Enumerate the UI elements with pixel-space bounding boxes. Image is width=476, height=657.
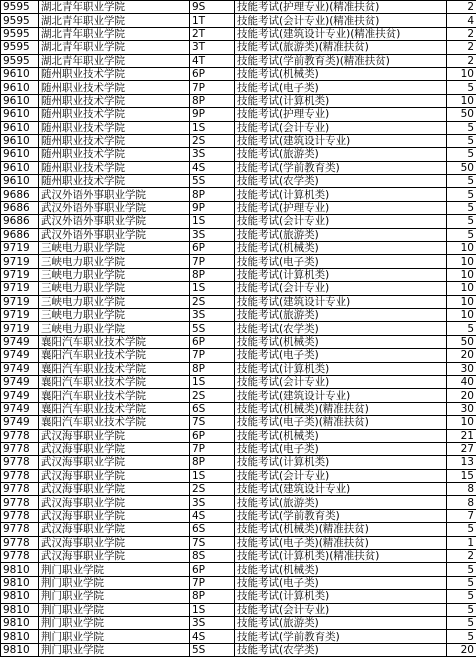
school-name-cell: 襄阳汽车职业技术学院 xyxy=(39,335,190,348)
plan-count-cell: 20 xyxy=(447,389,476,402)
school-code-cell: 9778 xyxy=(1,496,39,509)
table-row xyxy=(1,295,476,308)
school-code-cell: 9686 xyxy=(1,228,39,241)
school-name-cell: 随州职业技术学院 xyxy=(39,148,190,161)
table-row xyxy=(1,389,476,402)
school-code-cell: 9686 xyxy=(1,215,39,228)
major-name-cell: 技能考试(建筑设计专业) xyxy=(235,483,447,496)
plan-count-cell: 5 xyxy=(447,590,476,603)
major-code-cell: 1S xyxy=(190,603,235,616)
major-name-cell: 技能考试(建筑设计专业)(精准扶贫) xyxy=(235,27,447,40)
plan-count-cell: 10 xyxy=(447,242,476,255)
school-name-cell: 三峡电力职业学院 xyxy=(39,295,190,308)
school-code-cell: 9778 xyxy=(1,442,39,455)
major-code-cell: 3T xyxy=(190,41,235,54)
table-row xyxy=(1,456,476,469)
major-name-cell: 技能考试(电子类) xyxy=(235,576,447,589)
school-name-cell: 武汉外语外事职业学院 xyxy=(39,215,190,228)
table-row xyxy=(1,616,476,629)
school-code-cell: 9686 xyxy=(1,188,39,201)
school-code-cell: 9610 xyxy=(1,148,39,161)
school-name-cell: 武汉海事职业学院 xyxy=(39,429,190,442)
table-row xyxy=(1,54,476,67)
major-code-cell: 6P xyxy=(190,563,235,576)
plan-count-cell: 5 xyxy=(447,148,476,161)
school-name-cell: 湖北青年职业学院 xyxy=(39,27,190,40)
school-code-cell: 9595 xyxy=(1,1,39,14)
major-name-cell: 技能考试(电子类) xyxy=(235,81,447,94)
major-name-cell: 技能考试(电子类)(精准扶贫) xyxy=(235,416,447,429)
major-name-cell: 技能考试(护理专业) xyxy=(235,201,447,214)
school-name-cell: 三峡电力职业学院 xyxy=(39,242,190,255)
major-code-cell: 1T xyxy=(190,14,235,27)
school-code-cell: 9778 xyxy=(1,509,39,522)
school-name-cell: 武汉外语外事职业学院 xyxy=(39,201,190,214)
plan-count-cell: 5 xyxy=(447,563,476,576)
plan-count-cell: 40 xyxy=(447,375,476,388)
school-code-cell: 9610 xyxy=(1,108,39,121)
school-code-cell: 9749 xyxy=(1,402,39,415)
major-code-cell: 6P xyxy=(190,429,235,442)
major-name-cell: 技能考试(会计专业)(精准扶贫) xyxy=(235,14,447,27)
major-name-cell: 技能考试(学前教育类) xyxy=(235,161,447,174)
plan-count-cell: 5 xyxy=(447,134,476,147)
plan-count-cell: 5 xyxy=(447,121,476,134)
table-row xyxy=(1,483,476,496)
major-code-cell: 7P xyxy=(190,81,235,94)
school-code-cell: 9595 xyxy=(1,41,39,54)
plan-count-cell: 8 xyxy=(447,483,476,496)
school-name-cell: 襄阳汽车职业技术学院 xyxy=(39,416,190,429)
plan-count-cell: 20 xyxy=(447,643,476,656)
major-code-cell: 3S xyxy=(190,308,235,321)
school-name-cell: 随州职业技术学院 xyxy=(39,175,190,188)
plan-count-cell: 27 xyxy=(447,442,476,455)
school-code-cell: 9610 xyxy=(1,94,39,107)
major-name-cell: 技能考试(电子类) xyxy=(235,255,447,268)
plan-count-cell: 2 xyxy=(447,550,476,563)
table-row xyxy=(1,175,476,188)
plan-count-cell: 5 xyxy=(447,322,476,335)
school-name-cell: 荆门职业学院 xyxy=(39,590,190,603)
school-code-cell: 9719 xyxy=(1,255,39,268)
major-code-cell: 7P xyxy=(190,255,235,268)
table-row xyxy=(1,416,476,429)
plan-count-cell: 8 xyxy=(447,496,476,509)
table-row xyxy=(1,442,476,455)
major-name-cell: 技能考试(会计专业) xyxy=(235,375,447,388)
plan-count-cell: 5 xyxy=(447,616,476,629)
plan-count-cell: 10 xyxy=(447,255,476,268)
major-code-cell: 9P xyxy=(190,201,235,214)
major-name-cell: 技能考试(学前教育类)(精准扶贫) xyxy=(235,54,447,67)
major-name-cell: 技能考试(计算机类) xyxy=(235,362,447,375)
table-row xyxy=(1,94,476,107)
plan-count-cell: 13 xyxy=(447,456,476,469)
major-code-cell: 2S xyxy=(190,483,235,496)
school-name-cell: 湖北青年职业学院 xyxy=(39,14,190,27)
school-name-cell: 荆门职业学院 xyxy=(39,603,190,616)
school-code-cell: 9610 xyxy=(1,81,39,94)
school-name-cell: 三峡电力职业学院 xyxy=(39,255,190,268)
school-code-cell: 9749 xyxy=(1,389,39,402)
major-code-cell: 8P xyxy=(190,94,235,107)
major-code-cell: 6S xyxy=(190,402,235,415)
school-name-cell: 襄阳汽车职业技术学院 xyxy=(39,349,190,362)
table-row xyxy=(1,81,476,94)
school-name-cell: 武汉海事职业学院 xyxy=(39,536,190,549)
school-code-cell: 9749 xyxy=(1,349,39,362)
school-name-cell: 随州职业技术学院 xyxy=(39,134,190,147)
school-name-cell: 武汉海事职业学院 xyxy=(39,523,190,536)
major-name-cell: 技能考试(机械类) xyxy=(235,335,447,348)
major-code-cell: 4S xyxy=(190,509,235,522)
school-code-cell: 9719 xyxy=(1,268,39,281)
school-name-cell: 三峡电力职业学院 xyxy=(39,282,190,295)
school-code-cell: 9749 xyxy=(1,335,39,348)
table-row xyxy=(1,161,476,174)
table-row xyxy=(1,335,476,348)
school-code-cell: 9810 xyxy=(1,630,39,643)
plan-count-cell: 1 xyxy=(447,536,476,549)
table-row xyxy=(1,121,476,134)
school-name-cell: 襄阳汽车职业技术学院 xyxy=(39,362,190,375)
major-code-cell: 3S xyxy=(190,616,235,629)
table-row xyxy=(1,362,476,375)
major-name-cell: 技能考试(机械类) xyxy=(235,563,447,576)
major-code-cell: 7P xyxy=(190,349,235,362)
plan-count-cell: 10 xyxy=(447,94,476,107)
major-name-cell: 技能考试(电子类)(精准扶贫) xyxy=(235,536,447,549)
major-name-cell: 技能考试(电子类) xyxy=(235,442,447,455)
school-code-cell: 9810 xyxy=(1,563,39,576)
table-row xyxy=(1,523,476,536)
school-code-cell: 9749 xyxy=(1,375,39,388)
plan-count-cell: 2 xyxy=(447,41,476,54)
plan-count-cell: 5 xyxy=(447,523,476,536)
school-name-cell: 武汉海事职业学院 xyxy=(39,509,190,522)
major-name-cell: 技能考试(机械类) xyxy=(235,67,447,80)
major-code-cell: 2S xyxy=(190,134,235,147)
major-name-cell: 技能考试(会计专业) xyxy=(235,215,447,228)
table-row xyxy=(1,67,476,80)
major-name-cell: 技能考试(护理专业) xyxy=(235,108,447,121)
major-code-cell: 8S xyxy=(190,550,235,563)
school-code-cell: 9595 xyxy=(1,14,39,27)
school-name-cell: 随州职业技术学院 xyxy=(39,121,190,134)
school-name-cell: 随州职业技术学院 xyxy=(39,161,190,174)
major-name-cell: 技能考试(会计专业) xyxy=(235,603,447,616)
major-code-cell: 1S xyxy=(190,469,235,482)
table-row xyxy=(1,563,476,576)
major-name-cell: 技能考试(建筑设计专业) xyxy=(235,389,447,402)
major-code-cell: 6P xyxy=(190,67,235,80)
major-code-cell: 6P xyxy=(190,242,235,255)
major-code-cell: 6S xyxy=(190,523,235,536)
major-name-cell: 技能考试(建筑设计专业) xyxy=(235,295,447,308)
major-code-cell: 3S xyxy=(190,148,235,161)
school-code-cell: 9778 xyxy=(1,456,39,469)
major-code-cell: 9P xyxy=(190,108,235,121)
major-name-cell: 技能考试(农学类) xyxy=(235,643,447,656)
school-code-cell: 9778 xyxy=(1,429,39,442)
major-code-cell: 5S xyxy=(190,322,235,335)
major-code-cell: 7P xyxy=(190,576,235,589)
school-code-cell: 9595 xyxy=(1,27,39,40)
plan-count-cell: 20 xyxy=(447,349,476,362)
table-row xyxy=(1,188,476,201)
school-code-cell: 9610 xyxy=(1,175,39,188)
table-row xyxy=(1,469,476,482)
major-name-cell: 技能考试(电子类) xyxy=(235,349,447,362)
table-row xyxy=(1,576,476,589)
plan-count-cell: 5 xyxy=(447,603,476,616)
major-code-cell: 5S xyxy=(190,175,235,188)
school-name-cell: 襄阳汽车职业技术学院 xyxy=(39,402,190,415)
school-code-cell: 9610 xyxy=(1,67,39,80)
plan-count-cell: 5 xyxy=(447,228,476,241)
table-row xyxy=(1,268,476,281)
major-code-cell: 4T xyxy=(190,54,235,67)
school-code-cell: 9719 xyxy=(1,322,39,335)
school-code-cell: 9610 xyxy=(1,121,39,134)
school-name-cell: 三峡电力职业学院 xyxy=(39,308,190,321)
major-code-cell: 8P xyxy=(190,590,235,603)
school-code-cell: 9810 xyxy=(1,590,39,603)
major-code-cell: 1S xyxy=(190,282,235,295)
plan-count-cell: 15 xyxy=(447,469,476,482)
major-name-cell: 技能考试(机械类)(精准扶贫) xyxy=(235,523,447,536)
major-code-cell: 1S xyxy=(190,375,235,388)
major-name-cell: 技能考试(旅游类) xyxy=(235,308,447,321)
table-row xyxy=(1,496,476,509)
school-name-cell: 湖北青年职业学院 xyxy=(39,41,190,54)
major-name-cell: 技能考试(计算机类) xyxy=(235,94,447,107)
major-name-cell: 技能考试(计算机类) xyxy=(235,456,447,469)
school-name-cell: 荆门职业学院 xyxy=(39,643,190,656)
table-row xyxy=(1,242,476,255)
school-name-cell: 武汉海事职业学院 xyxy=(39,456,190,469)
plan-count-cell: 10 xyxy=(447,295,476,308)
plan-count-cell: 50 xyxy=(447,335,476,348)
table-row xyxy=(1,14,476,27)
major-name-cell: 技能考试(计算机类) xyxy=(235,188,447,201)
school-name-cell: 湖北青年职业学院 xyxy=(39,1,190,14)
major-code-cell: 6P xyxy=(190,335,235,348)
school-code-cell: 9810 xyxy=(1,643,39,656)
major-code-cell: 5S xyxy=(190,643,235,656)
plan-count-cell: 2 xyxy=(447,54,476,67)
major-code-cell: 2S xyxy=(190,389,235,402)
school-code-cell: 9749 xyxy=(1,416,39,429)
table-row xyxy=(1,148,476,161)
school-code-cell: 9719 xyxy=(1,308,39,321)
school-code-cell: 9719 xyxy=(1,295,39,308)
school-name-cell: 荆门职业学院 xyxy=(39,563,190,576)
school-code-cell: 9778 xyxy=(1,550,39,563)
major-name-cell: 技能考试(机械类)(精准扶贫) xyxy=(235,402,447,415)
table-row xyxy=(1,108,476,121)
table-body xyxy=(1,1,476,657)
school-code-cell: 9610 xyxy=(1,134,39,147)
school-name-cell: 荆门职业学院 xyxy=(39,616,190,629)
plan-count-cell: 5 xyxy=(447,630,476,643)
school-name-cell: 随州职业技术学院 xyxy=(39,108,190,121)
school-name-cell: 湖北青年职业学院 xyxy=(39,54,190,67)
table-row xyxy=(1,375,476,388)
major-code-cell: 1S xyxy=(190,121,235,134)
school-name-cell: 襄阳汽车职业技术学院 xyxy=(39,375,190,388)
school-name-cell: 武汉外语外事职业学院 xyxy=(39,228,190,241)
school-code-cell: 9778 xyxy=(1,523,39,536)
major-code-cell: 3S xyxy=(190,496,235,509)
major-name-cell: 技能考试(机械类) xyxy=(235,242,447,255)
plan-count-cell: 10 xyxy=(447,308,476,321)
table-row xyxy=(1,1,476,14)
school-code-cell: 9810 xyxy=(1,616,39,629)
school-name-cell: 武汉海事职业学院 xyxy=(39,496,190,509)
school-code-cell: 9686 xyxy=(1,201,39,214)
major-name-cell: 技能考试(旅游类) xyxy=(235,228,447,241)
major-name-cell: 技能考试(学前教育类) xyxy=(235,509,447,522)
major-code-cell: 7S xyxy=(190,536,235,549)
table-row xyxy=(1,509,476,522)
school-name-cell: 武汉海事职业学院 xyxy=(39,442,190,455)
table-row xyxy=(1,603,476,616)
table-row xyxy=(1,550,476,563)
school-name-cell: 随州职业技术学院 xyxy=(39,67,190,80)
table-row xyxy=(1,27,476,40)
school-code-cell: 9595 xyxy=(1,54,39,67)
school-code-cell: 9610 xyxy=(1,161,39,174)
major-code-cell: 3S xyxy=(190,228,235,241)
major-code-cell: 7S xyxy=(190,416,235,429)
major-code-cell: 2T xyxy=(190,27,235,40)
major-name-cell: 技能考试(护理专业)(精准扶贫) xyxy=(235,1,447,14)
major-code-cell: 4S xyxy=(190,161,235,174)
major-name-cell: 技能考试(旅游类) xyxy=(235,616,447,629)
school-name-cell: 荆门职业学院 xyxy=(39,630,190,643)
table-row xyxy=(1,630,476,643)
table-row xyxy=(1,41,476,54)
major-name-cell: 技能考试(会计专业) xyxy=(235,469,447,482)
school-name-cell: 襄阳汽车职业技术学院 xyxy=(39,389,190,402)
table-row xyxy=(1,228,476,241)
school-code-cell: 9778 xyxy=(1,469,39,482)
plan-count-cell: 30 xyxy=(447,362,476,375)
school-code-cell: 9778 xyxy=(1,536,39,549)
school-name-cell: 三峡电力职业学院 xyxy=(39,268,190,281)
school-name-cell: 随州职业技术学院 xyxy=(39,94,190,107)
table-row xyxy=(1,402,476,415)
major-name-cell: 技能考试(会计专业) xyxy=(235,282,447,295)
plan-count-cell: 5 xyxy=(447,188,476,201)
plan-count-cell: 4 xyxy=(447,14,476,27)
plan-count-cell: 50 xyxy=(447,108,476,121)
school-name-cell: 随州职业技术学院 xyxy=(39,81,190,94)
school-code-cell: 9810 xyxy=(1,603,39,616)
table-row xyxy=(1,429,476,442)
table-row xyxy=(1,308,476,321)
table-row xyxy=(1,349,476,362)
major-code-cell: 4S xyxy=(190,630,235,643)
major-name-cell: 技能考试(计算机类) xyxy=(235,268,447,281)
major-name-cell: 技能考试(旅游类) xyxy=(235,148,447,161)
plan-count-cell: 21 xyxy=(447,429,476,442)
major-code-cell: 8P xyxy=(190,456,235,469)
plan-count-cell: 7 xyxy=(447,509,476,522)
major-name-cell: 技能考试(旅游类) xyxy=(235,496,447,509)
school-code-cell: 9778 xyxy=(1,483,39,496)
table-row xyxy=(1,282,476,295)
major-code-cell: 9S xyxy=(190,1,235,14)
major-code-cell: 1S xyxy=(190,215,235,228)
table-row xyxy=(1,590,476,603)
table-row xyxy=(1,201,476,214)
plan-count-cell: 10 xyxy=(447,416,476,429)
school-code-cell: 9719 xyxy=(1,242,39,255)
plan-count-cell: 10 xyxy=(447,67,476,80)
major-name-cell: 技能考试(建筑设计专业) xyxy=(235,134,447,147)
table-row xyxy=(1,643,476,656)
major-code-cell: 8P xyxy=(190,268,235,281)
school-name-cell: 三峡电力职业学院 xyxy=(39,322,190,335)
table-row xyxy=(1,322,476,335)
major-name-cell: 技能考试(机械类) xyxy=(235,429,447,442)
major-name-cell: 技能考试(农学类) xyxy=(235,322,447,335)
school-code-cell: 9749 xyxy=(1,362,39,375)
plan-count-cell: 5 xyxy=(447,201,476,214)
major-name-cell: 技能考试(计算机类) xyxy=(235,590,447,603)
table-row xyxy=(1,536,476,549)
plan-count-cell: 5 xyxy=(447,576,476,589)
table-row xyxy=(1,255,476,268)
plan-count-cell: 50 xyxy=(447,161,476,174)
school-name-cell: 武汉海事职业学院 xyxy=(39,483,190,496)
plan-count-cell: 30 xyxy=(447,402,476,415)
school-code-cell: 9810 xyxy=(1,576,39,589)
major-name-cell: 技能考试(旅游类)(精准扶贫) xyxy=(235,41,447,54)
school-code-cell: 9719 xyxy=(1,282,39,295)
plan-count-cell: 5 xyxy=(447,175,476,188)
plan-count-cell: 5 xyxy=(447,81,476,94)
plan-count-cell: 10 xyxy=(447,268,476,281)
school-name-cell: 武汉海事职业学院 xyxy=(39,469,190,482)
major-name-cell: 技能考试(学前教育类) xyxy=(235,630,447,643)
plan-count-cell: 5 xyxy=(447,215,476,228)
major-code-cell: 8P xyxy=(190,188,235,201)
plan-count-cell: 10 xyxy=(447,282,476,295)
school-name-cell: 武汉外语外事职业学院 xyxy=(39,188,190,201)
major-name-cell: 技能考试(计算机类)(精准扶贫) xyxy=(235,550,447,563)
school-name-cell: 荆门职业学院 xyxy=(39,576,190,589)
plan-count-cell: 2 xyxy=(447,1,476,14)
school-name-cell: 武汉海事职业学院 xyxy=(39,550,190,563)
major-name-cell: 技能考试(会计专业) xyxy=(235,121,447,134)
major-code-cell: 8P xyxy=(190,362,235,375)
table-row xyxy=(1,215,476,228)
major-code-cell: 2S xyxy=(190,295,235,308)
major-name-cell: 技能考试(农学类) xyxy=(235,175,447,188)
major-code-cell: 7P xyxy=(190,442,235,455)
table-row xyxy=(1,134,476,147)
plan-count-cell: 2 xyxy=(447,27,476,40)
